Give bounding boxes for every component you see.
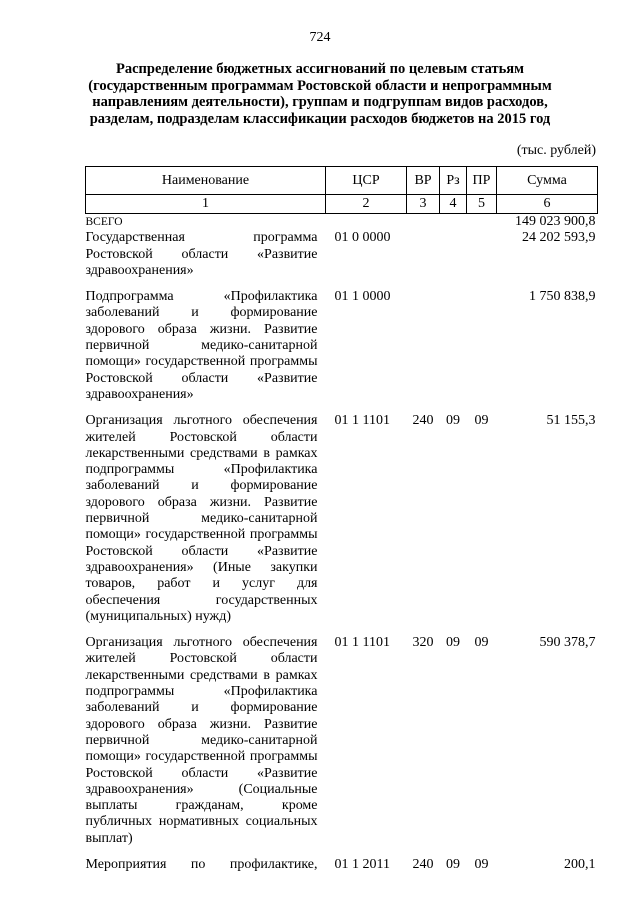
table-row <box>86 635 598 847</box>
row-name: Государственная программа Ростовской области «Развитие здравоохранения» <box>85 230 318 278</box>
row-pr: 09 <box>474 635 489 651</box>
row-pr: 09 <box>474 856 489 872</box>
row-sum: 51 155,3 <box>546 413 596 429</box>
row-rz: 09 <box>446 413 460 429</box>
row-pr <box>467 289 497 403</box>
row-rz <box>440 289 467 403</box>
table-row <box>86 214 598 231</box>
column-number: 4 <box>440 195 467 214</box>
document-title <box>60 61 580 127</box>
header-sum: Сумма <box>497 167 598 195</box>
row-vr: 240 <box>412 413 434 429</box>
row-sum: 149 023 900,8 <box>515 214 596 229</box>
title-line: направлениям деятельности), группам и подгруппам видов расходов, <box>92 94 548 110</box>
row-csr: 01 1 0000 <box>334 289 391 305</box>
row-sum: 24 202 593,9 <box>522 230 596 246</box>
row-name: ВСЕГО <box>85 216 123 228</box>
column-number: 3 <box>407 195 440 214</box>
row-rz: 09 <box>446 856 460 872</box>
row-rz <box>440 230 467 279</box>
row-sum: 200,1 <box>564 856 596 872</box>
table-row <box>86 857 598 873</box>
table-row <box>86 230 598 279</box>
row-vr <box>407 289 440 403</box>
row-csr: 01 1 1101 <box>334 635 390 651</box>
row-name: Мероприятия по профилактике, <box>85 856 318 872</box>
row-sum: 590 378,7 <box>539 635 596 651</box>
column-number: 2 <box>326 195 407 214</box>
header-row <box>86 167 598 195</box>
table-row <box>86 413 598 625</box>
row-vr: 240 <box>412 856 434 872</box>
row-pr <box>467 214 497 231</box>
row-vr: 320 <box>412 635 434 651</box>
row-name: Организация льготного обеспечения жителей Ростовской области лекарственными средствами в рамках подпрограммы «Профилактика заболеваний и формирование здорового образа жизни. Развитие первичной медико-санитарной помощи» государственной программы Ростовской области «Развитие здравоохранения» (Социальные выплаты гражданам, кроме публичных нормативных социальных выплат) <box>85 635 318 846</box>
row-name: Подпрограмма «Профилактика заболеваний и формирование здорового образа жизни. Развитие первичной медико-санитарной помощи» государственной программы Ростовской области «Развитие здравоохранения» <box>85 289 318 402</box>
page-number: 724 <box>309 30 331 45</box>
row-vr <box>407 214 440 231</box>
table-row <box>86 289 598 403</box>
header-csr: ЦСР <box>326 167 407 195</box>
row-name: Организация льготного обеспечения жителей Ростовской области лекарственными средствами в рамках подпрограммы «Профилактика заболеваний и формирование здорового образа жизни. Развитие первичной медико-санитарной помощи» государственной программы Ростовской области «Развитие здравоохранения» (Иные закупки товаров, работ и услуг для обеспечения государственных (муниципальных) нужд) <box>85 413 318 624</box>
row-pr <box>467 230 497 279</box>
column-number: 5 <box>467 195 497 214</box>
title-line: Распределение бюджетных ассигнований по целевым статьям <box>115 61 525 77</box>
header-pr: ПР <box>467 167 497 195</box>
budget-table <box>85 166 598 873</box>
row-pr: 09 <box>474 413 489 429</box>
column-number: 6 <box>497 195 598 214</box>
title-line: разделам, подразделам классификации расходов бюджетов на 2015 год <box>89 110 551 127</box>
row-csr: 01 1 2011 <box>334 856 390 872</box>
row-csr: 01 0 0000 <box>334 230 391 246</box>
header-vr: ВР <box>407 167 440 195</box>
row-csr: 01 1 1101 <box>334 413 390 429</box>
row-rz: 09 <box>446 635 460 651</box>
column-number: 1 <box>86 195 326 214</box>
row-sum: 1 750 838,9 <box>529 289 596 305</box>
header-name: Наименование <box>86 167 326 195</box>
row-vr <box>407 230 440 279</box>
header-rz: Рз <box>440 167 467 195</box>
units-label: (тыс. рублей) <box>516 143 596 158</box>
row-csr <box>326 214 407 231</box>
row-rz <box>440 214 467 231</box>
title-line: (государственным программам Ростовской области и непрограммным <box>88 77 552 94</box>
column-number-row <box>86 195 598 214</box>
